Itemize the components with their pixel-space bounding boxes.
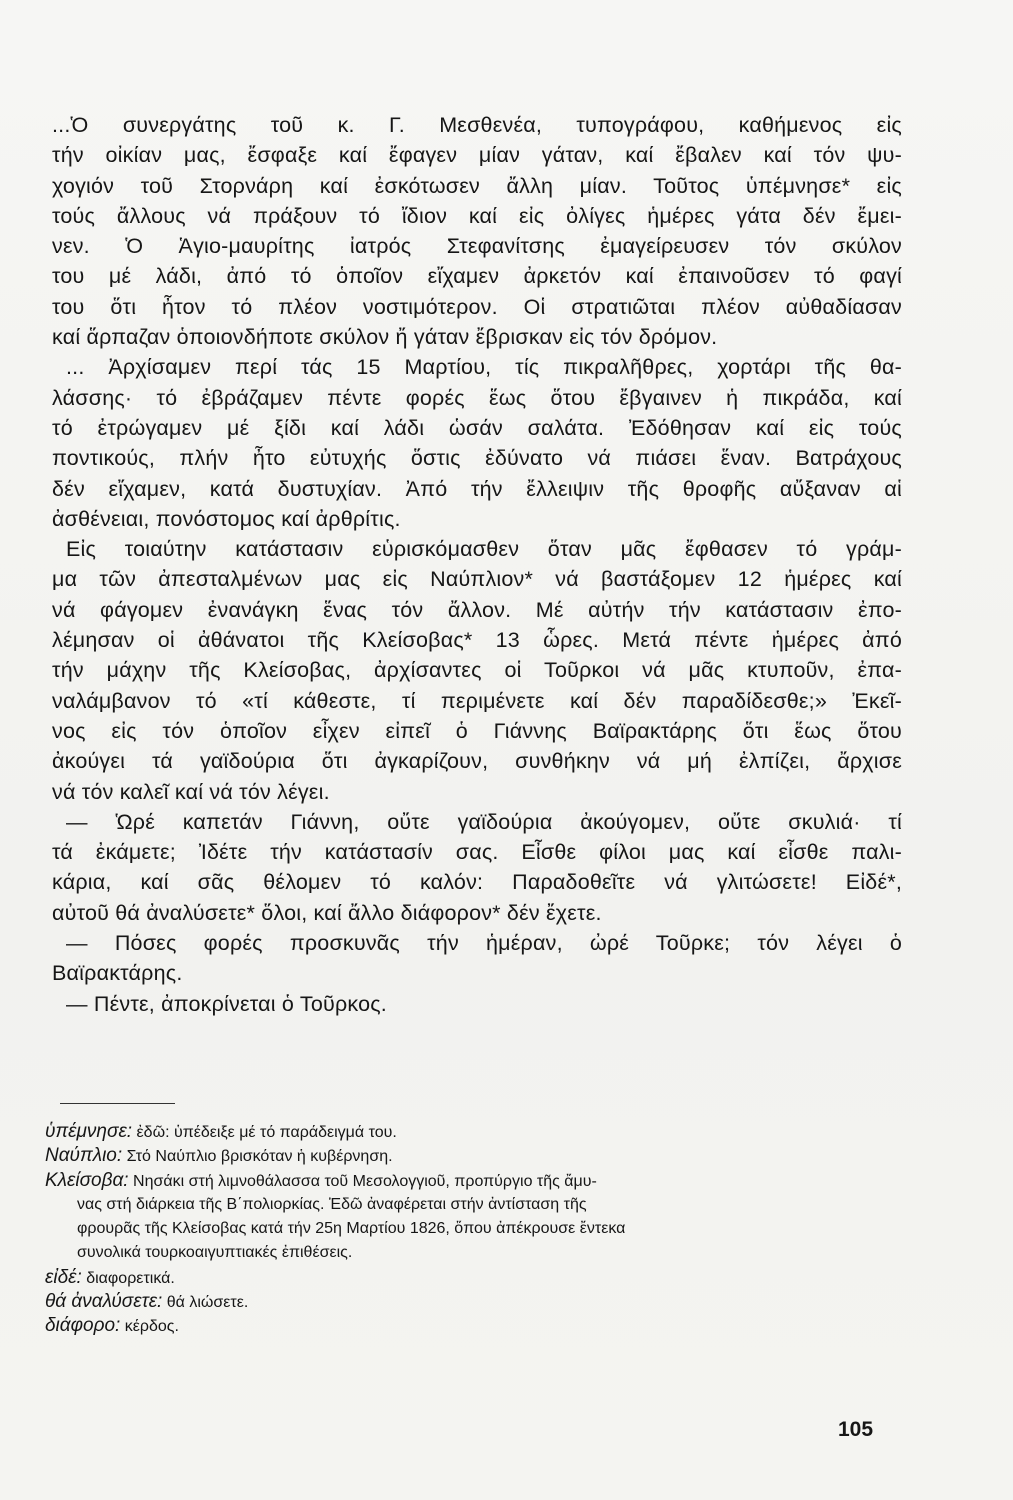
text-line: Εἰς τοιαύτην κατάστασιν εὑρισκόμασθεν ὅταν μᾶς ἔφθασεν τό γράμ- xyxy=(66,537,902,562)
text-line: ποντικούς, πλήν ἦτο εὐτυχής ὅστις ἐδύνατο νά πιάσει ἕναν. Βατράχους xyxy=(52,446,902,471)
footnote-continuation xyxy=(45,1217,905,1241)
footnote xyxy=(45,1266,905,1290)
footnote-text: συνολικά τουρκοαιγυπτιακές ἐπιθέσεις. xyxy=(77,1244,353,1262)
text-line: του ὅτι ἦτον τό πλέον νοστιμότερον. Οἱ στρατιῶται πλέον αὐθαδίασαν xyxy=(52,294,902,319)
text-line: τό ἐτρώγαμεν μέ ξίδι καί λάδι ὡσάν σαλάτα. Ἐδόθησαν καί εἰς τούς xyxy=(52,415,902,440)
text-line: του μέ λάδι, ἀπό τό ὁποῖον εἴχαμεν ἀρκετόν καί ἐπαινοῦσεν τό φαγί xyxy=(52,264,902,289)
text-line: ἀκούγει τά γαϊδούρια ὅτι ἀγκαρίζουν, συνθήκην νά μή ἐλπίζει, ἄρχισε xyxy=(52,749,902,774)
footnote-rule xyxy=(60,1103,175,1104)
text-line: τήν μάχην τῆς Κλείσοβας, ἀρχίσαντες οἱ Τοῦρκοι νά μᾶς κτυποῦν, ἐπα- xyxy=(52,658,902,683)
footnote-continuation xyxy=(45,1193,905,1217)
text-line: ναλάμβανον τό «τί κάθεστε, τί περιμένετε καί δέν παραδίδεσθε;» Ἐκεῖ- xyxy=(52,688,902,713)
footnote-term: εἰδέ: xyxy=(45,1266,82,1288)
text-line: χογιόν τοῦ Στορνάρη καί ἐσκότωσεν ἄλλη μίαν. Τοῦτος ὑπέμνησε* εἰς xyxy=(52,173,902,198)
text-line: λέμησαν οἱ ἀθάνατοι τῆς Κλείσοβας* 13 ὧρες. Μετά πέντε ἡμέρες ἀπό xyxy=(52,628,902,653)
text-line: — Πέντε, ἀποκρίνεται ὁ Τοῦρκος. xyxy=(66,991,387,1016)
text-line: — Ὡρέ καπετάν Γιάννη, οὔτε γαϊδούρια ἀκούγομεν, οὔτε σκυλιά· τί xyxy=(66,809,902,834)
text-line: νεν. Ὁ Ἁγιο-μαυρίτης ἰατρός Στεφανίτσης ἐμαγείρευσεν τόν σκύλον xyxy=(52,234,902,259)
footnotes xyxy=(45,1120,905,1339)
footnote-continuation xyxy=(45,1241,905,1265)
footnote-term: Κλείσοβα: xyxy=(45,1169,129,1191)
footnote-text: Στό Ναύπλιο βρισκόταν ἡ κυβέρνηση. xyxy=(126,1148,393,1166)
text-line: μα τῶν ἀπεσταλμένων μας εἰς Ναύπλιον* νά βαστάξομεν 12 ἡμέρες καί xyxy=(52,567,902,592)
footnote xyxy=(45,1144,905,1168)
text-line: ... Ἀρχίσαμεν περί τάς 15 Μαρτίου, τίς πικραλῆθρες, χορτάρι τῆς θα- xyxy=(66,355,902,380)
footnote-term: ὑπέμνησε: xyxy=(45,1121,133,1142)
text-line: αὐτοῦ θά ἀναλύσετε* ὅλοι, καί ἄλλο διάφορον* δέν ἔχετε. xyxy=(52,900,602,925)
footnote-text: Νησάκι στή λιμνοθάλασσα τοῦ Μεσολογγιοῦ, προπύργιο τῆς ἄμυ- xyxy=(133,1172,597,1190)
footnote-text: θά λιώσετε. xyxy=(166,1294,249,1312)
text-line: κάρια, καί σᾶς θέλομεν τό καλόν: Παραδοθεῖτε νά γλιτώσετε! Εἰδέ*, xyxy=(52,870,902,895)
text-line: νος εἰς τόν ὁποῖον εἶχεν εἰπεῖ ὁ Γιάννης Βαϊρακτάρης ὅτι ἕως ὅτου xyxy=(52,718,902,743)
footnote xyxy=(45,1120,905,1144)
footnote-text: διαφορετικά. xyxy=(86,1269,175,1287)
text-line: νά τόν καλεῖ καί νά τόν λέγει. xyxy=(52,779,330,804)
footnote xyxy=(45,1290,905,1314)
text-line: λάσσης· τό ἐβράζαμεν πέντε φορές ἕως ὅτου ἔβγαινεν ἡ πικράδα, καί xyxy=(52,385,902,410)
text-line: δέν εἴχαμεν, κατά δυστυχίαν. Ἀπό τήν ἔλλειψιν τῆς θροφῆς αὔξαναν αἱ xyxy=(52,476,902,501)
footnote-term: διάφορο: xyxy=(45,1315,121,1337)
footnote-text: ἐδῶ: ὑπέδειξε μέ τό παράδειγμά του. xyxy=(136,1124,397,1141)
text-line: καί ἅρπαζαν ὁποιονδήποτε σκύλον ἤ γάταν ἔβρισκαν εἰς τόν δρόμον. xyxy=(52,325,718,350)
text-line: — Πόσες φορές προσκυνᾶς τήν ἡμέραν, ὠρέ Τοῦρκε; τόν λέγει ὁ xyxy=(66,931,902,956)
body-text xyxy=(52,110,902,1019)
text-line: ...Ὁ συνεργάτης τοῦ κ. Γ. Μεσθενέα, τυπογράφου, καθήμενος εἰς xyxy=(52,113,902,137)
footnote xyxy=(45,1169,905,1193)
footnote xyxy=(45,1314,905,1338)
footnote-term: Ναύπλιο: xyxy=(45,1145,123,1167)
text-line: τήν οἰκίαν μας, ἔσφαξε καί ἔφαγεν μίαν γάταν, καί ἔβαλεν καί τόν ψυ- xyxy=(52,143,902,168)
text-line: νά φάγομεν ἐνανάγκη ἕνας τόν ἄλλον. Μέ αὐτήν τήν κατάστασιν ἐπο- xyxy=(52,597,902,622)
text-line: τούς ἄλλους νά πράξουν τό ἴδιον καί εἰς ὀλίγες ἡμέρες γάτα δέν ἔμει- xyxy=(52,203,902,228)
text-line: Βαϊρακτάρης. xyxy=(52,961,183,986)
text-line: ἀσθένειαι, πονόστομος καί ἀρθρίτις. xyxy=(52,506,401,531)
text-line: τά ἐκάμετε; Ἰδέτε τήν κατάστασίν σας. Εἶσθε φίλοι μας καί εἶσθε παλι- xyxy=(52,840,902,865)
footnote-text: νας στή διάρκεια τῆς Β΄πολιορκίας. Ἐδῶ ἀναφέρεται στήν ἀντίσταση τῆς xyxy=(77,1195,587,1213)
page-number: 105 xyxy=(838,1418,874,1441)
footnote-text: κέρδος. xyxy=(124,1318,179,1336)
footnote-term: θά ἀναλύσετε: xyxy=(45,1291,163,1313)
footnote-text: φρουρᾶς τῆς Κλείσοβας κατά τήν 25η Μαρτίου 1826, ὅπου ἀπέκρουσε ἔντεκα xyxy=(77,1220,626,1238)
